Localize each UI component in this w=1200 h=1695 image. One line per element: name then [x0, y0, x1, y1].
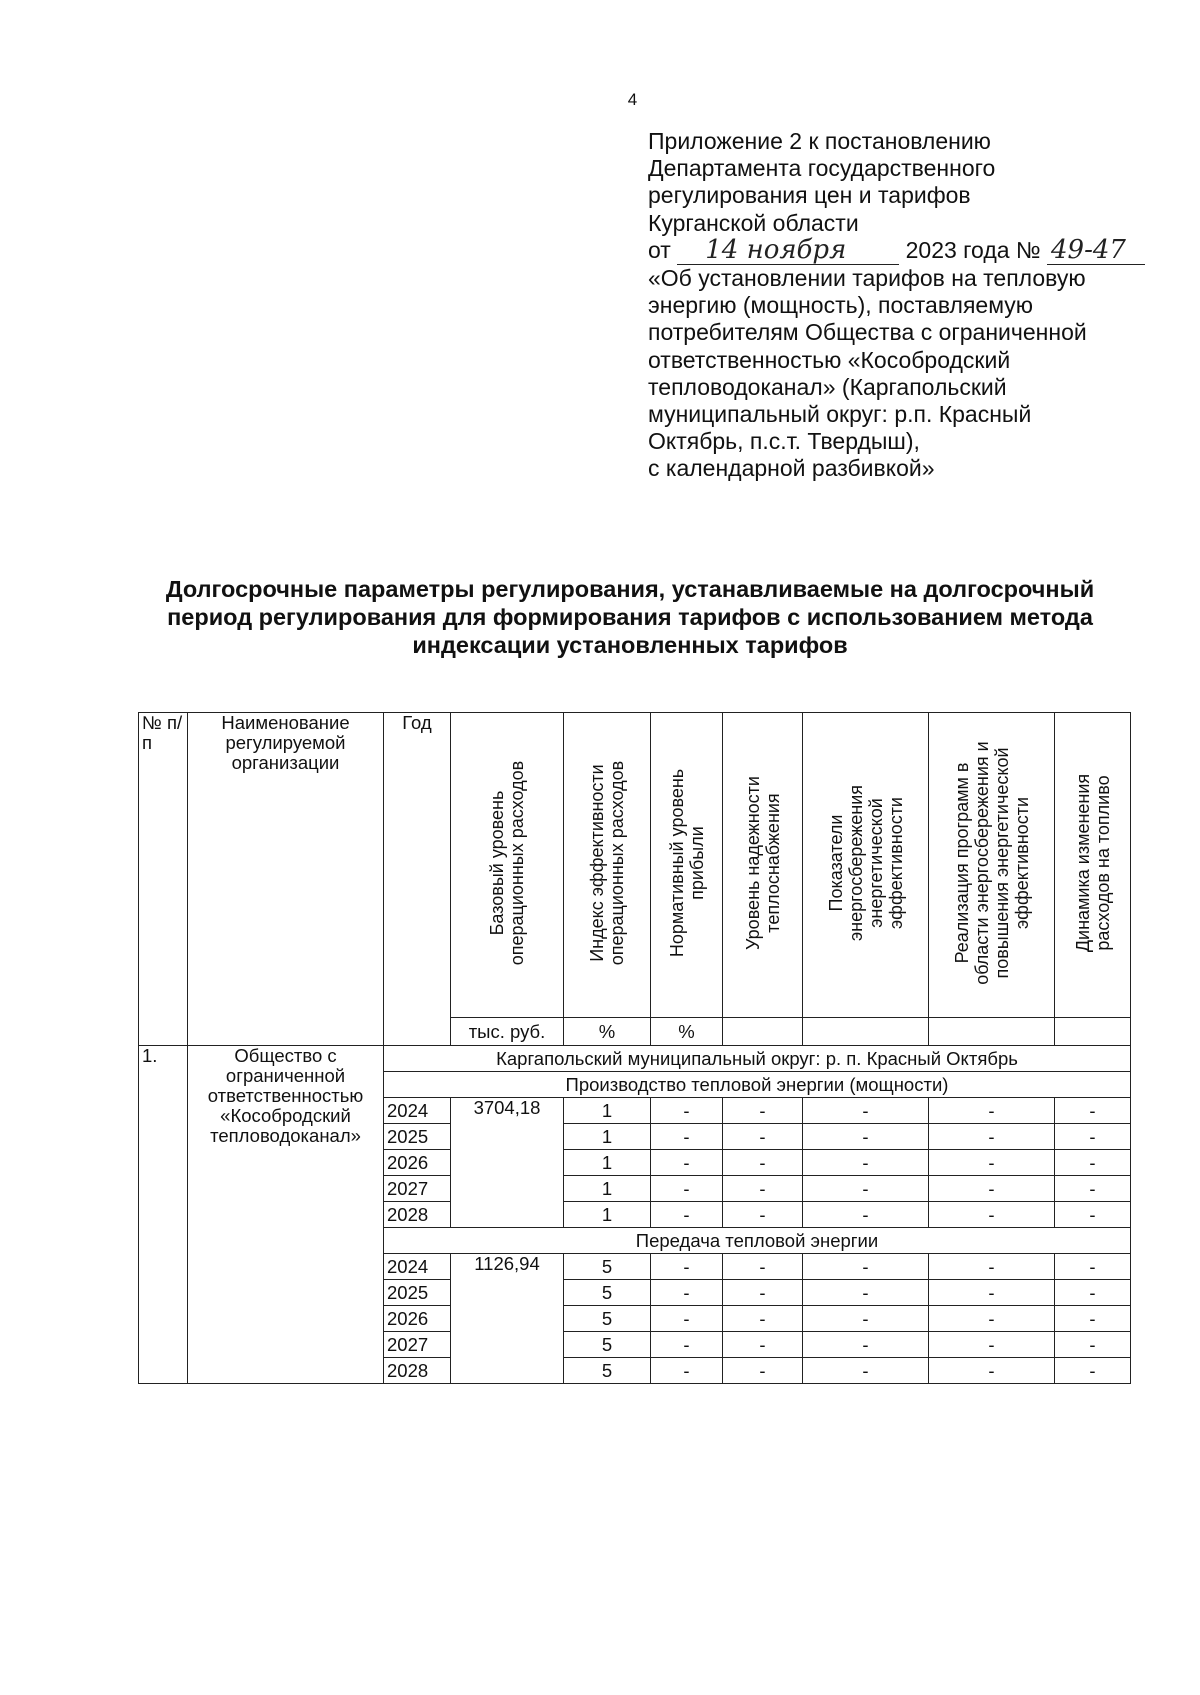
indicators-cell: -	[803, 1202, 929, 1228]
fuel-cell: -	[1055, 1332, 1131, 1358]
header-fuel: Динамика изменения расходов на топливо	[1055, 713, 1131, 1018]
profit-cell: -	[651, 1358, 723, 1384]
profit-cell: -	[651, 1176, 723, 1202]
year-cell: 2025	[384, 1280, 451, 1306]
unit-prof: %	[651, 1018, 723, 1046]
efficiency-cell: 1	[564, 1098, 651, 1124]
programs-cell: -	[929, 1332, 1055, 1358]
date-suffix: 2023 года №	[905, 236, 1041, 263]
reliability-cell: -	[723, 1332, 803, 1358]
programs-cell: -	[929, 1098, 1055, 1124]
unit-eff: %	[564, 1018, 651, 1046]
efficiency-cell: 1	[564, 1124, 651, 1150]
efficiency-cell: 5	[564, 1332, 651, 1358]
fuel-cell: -	[1055, 1098, 1131, 1124]
appendix-line: энергию (мощность), поставляемую	[648, 292, 1034, 319]
indicators-cell: -	[803, 1280, 929, 1306]
reliability-cell: -	[723, 1280, 803, 1306]
programs-cell: -	[929, 1358, 1055, 1384]
district-row	[139, 1046, 1131, 1072]
year-cell: 2024	[384, 1098, 451, 1124]
header-year: Год	[384, 713, 451, 1046]
profit-cell: -	[651, 1280, 723, 1306]
header-row	[139, 713, 1131, 1018]
profit-cell: -	[651, 1306, 723, 1332]
year-cell: 2025	[384, 1124, 451, 1150]
indicators-cell: -	[803, 1098, 929, 1124]
fuel-cell: -	[1055, 1280, 1131, 1306]
fuel-cell: -	[1055, 1202, 1131, 1228]
programs-cell: -	[929, 1150, 1055, 1176]
programs-cell: -	[929, 1176, 1055, 1202]
efficiency-cell: 5	[564, 1280, 651, 1306]
unit-fuel	[1055, 1018, 1131, 1046]
reliability-cell: -	[723, 1358, 803, 1384]
section-name: Передача тепловой энергии	[384, 1228, 1131, 1254]
appendix-line: с календарной разбивкой»	[648, 455, 935, 482]
appendix-line: тепловодоканал» (Каргапольский	[648, 373, 1007, 400]
header-eff: Индекс эффективности операционных расходов	[564, 713, 651, 1018]
unit-prog	[929, 1018, 1055, 1046]
profit-cell: -	[651, 1202, 723, 1228]
programs-cell: -	[929, 1202, 1055, 1228]
programs-cell: -	[929, 1254, 1055, 1280]
year-cell: 2027	[384, 1332, 451, 1358]
unit-base: тыс. руб.	[451, 1018, 564, 1046]
year-cell: 2028	[384, 1358, 451, 1384]
reliability-cell: -	[723, 1150, 803, 1176]
programs-cell: -	[929, 1280, 1055, 1306]
appendix-line: ответственностью «Кособродский	[648, 346, 1011, 373]
base-cost-cell: 1126,94	[451, 1254, 564, 1384]
header-rel: Уровень надежности теплоснабжения	[723, 713, 803, 1018]
fuel-cell: -	[1055, 1150, 1131, 1176]
header-prog: Реализация программ в области энергосбережения и повышения энергетической эффективности	[929, 713, 1055, 1018]
efficiency-cell: 5	[564, 1254, 651, 1280]
row-number: 1.	[139, 1046, 188, 1384]
appendix-line: Курганской области	[648, 209, 859, 236]
fuel-cell: -	[1055, 1254, 1131, 1280]
indicators-cell: -	[803, 1306, 929, 1332]
section-name: Производство тепловой энергии (мощности)	[384, 1072, 1131, 1098]
fuel-cell: -	[1055, 1306, 1131, 1332]
fuel-cell: -	[1055, 1176, 1131, 1202]
title-line: период регулирования для формирования тарифов с использованием метода	[167, 604, 1093, 630]
appendix-line: Департамента государственного	[648, 155, 996, 182]
year-cell: 2028	[384, 1202, 451, 1228]
header-prof: Нормативный уровень прибыли	[651, 713, 723, 1018]
indicators-cell: -	[803, 1332, 929, 1358]
unit-rel	[723, 1018, 803, 1046]
reliability-cell: -	[723, 1254, 803, 1280]
appendix-line: муниципальный округ: р.п. Красный	[648, 401, 1032, 428]
profit-cell: -	[651, 1332, 723, 1358]
header-org: Наименование регулируемой организации	[188, 713, 384, 1046]
indicators-cell: -	[803, 1150, 929, 1176]
reliability-cell: -	[723, 1124, 803, 1150]
indicators-cell: -	[803, 1358, 929, 1384]
reliability-cell: -	[723, 1202, 803, 1228]
reliability-cell: -	[723, 1306, 803, 1332]
unit-ind	[803, 1018, 929, 1046]
header-num: № п/п	[139, 713, 188, 1046]
appendix-line: Октябрь, п.с.т. Твердыш),	[648, 428, 920, 455]
appendix-line: Приложение 2 к постановлению	[648, 128, 991, 154]
indicators-cell: -	[803, 1254, 929, 1280]
appendix-date-line	[648, 234, 1148, 265]
page-number: 4	[627, 90, 638, 109]
organization-name: Общество с ограниченной ответственностью «Кособродский тепловодоканал»	[188, 1046, 384, 1384]
district-name: Каргапольский муниципальный округ: р. п. Красный Октябрь	[384, 1046, 1131, 1072]
title-line: индексации установленных тарифов	[412, 632, 848, 658]
efficiency-cell: 1	[564, 1202, 651, 1228]
title-line: Долгосрочные параметры регулирования, устанавливаемые на долгосрочный	[165, 576, 1095, 602]
appendix-line: «Об установлении тарифов на тепловую	[648, 265, 1086, 292]
year-cell: 2027	[384, 1176, 451, 1202]
efficiency-cell: 5	[564, 1306, 651, 1332]
year-cell: 2024	[384, 1254, 451, 1280]
programs-cell: -	[929, 1306, 1055, 1332]
indicators-cell: -	[803, 1124, 929, 1150]
parameters-table	[138, 712, 1131, 1384]
programs-cell: -	[929, 1124, 1055, 1150]
header-ind: Показатели энергосбережения энергетической эффективности	[803, 713, 929, 1018]
efficiency-cell: 1	[564, 1150, 651, 1176]
fuel-cell: -	[1055, 1358, 1131, 1384]
appendix-header	[648, 128, 1148, 483]
document-title	[130, 575, 1130, 659]
header-base: Базовый уровень операционных расходов	[451, 713, 564, 1018]
appendix-line: регулирования цен и тарифов	[648, 182, 971, 209]
indicators-cell: -	[803, 1176, 929, 1202]
profit-cell: -	[651, 1150, 723, 1176]
profit-cell: -	[651, 1098, 723, 1124]
profit-cell: -	[651, 1124, 723, 1150]
handwritten-date: 14 ноября	[677, 237, 899, 265]
profit-cell: -	[651, 1254, 723, 1280]
handwritten-number: 49-47	[1047, 237, 1145, 265]
fuel-cell: -	[1055, 1124, 1131, 1150]
date-prefix: от	[648, 236, 671, 263]
reliability-cell: -	[723, 1176, 803, 1202]
year-cell: 2026	[384, 1150, 451, 1176]
base-cost-cell: 3704,18	[451, 1098, 564, 1228]
efficiency-cell: 5	[564, 1358, 651, 1384]
efficiency-cell: 1	[564, 1176, 651, 1202]
year-cell: 2026	[384, 1306, 451, 1332]
reliability-cell: -	[723, 1098, 803, 1124]
appendix-line: потребителям Общества с ограниченной	[648, 319, 1087, 346]
